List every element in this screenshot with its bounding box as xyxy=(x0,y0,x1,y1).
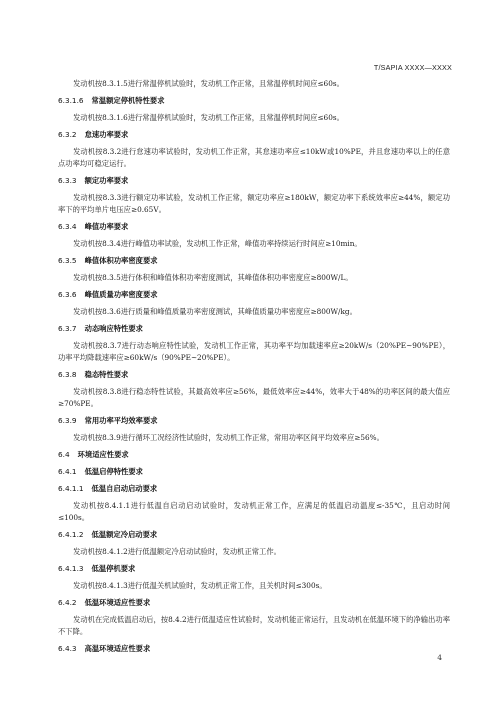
section-heading xyxy=(58,415,450,432)
section-number: 6.3.4 xyxy=(58,222,77,231)
section-heading xyxy=(58,449,450,466)
section-heading xyxy=(58,255,450,272)
section-heading xyxy=(58,175,450,192)
section-title: 峰值质量功率密度要求 xyxy=(84,290,158,299)
section-title: 峰值功率要求 xyxy=(84,222,129,231)
section-heading xyxy=(58,563,450,580)
section-number: 6.3.9 xyxy=(58,416,77,425)
document-body xyxy=(58,78,450,660)
section-title: 常温额定停机特性要求 xyxy=(91,96,165,105)
paragraph: 发动机按8.4.1.1进行低温自启动启动试验时，发动机正常工作，应满足的低温启动温度≤-35℃，且启动时间≤100s。 xyxy=(58,501,450,522)
section-number: 6.3.7 xyxy=(58,324,77,333)
paragraph: 发动机按8.3.5进行体积和峰值体积功率密度测试，其峰值体积功率密度应≥800W/L。 xyxy=(73,273,353,282)
section-number: 6.3.6 xyxy=(58,290,77,299)
section-title: 低温停机要求 xyxy=(91,564,136,573)
section-title: 高温环境适应性要求 xyxy=(84,644,151,653)
section-heading xyxy=(58,466,450,483)
section-heading xyxy=(58,289,450,306)
section-number: 6.4.1.2 xyxy=(58,530,84,539)
paragraph: 发动机在完成低温启动后，按8.4.2进行低温适应性试验时，发动机能正常运行，且发动机在低温环境下的净输出功率不下降。 xyxy=(58,615,450,636)
section-heading xyxy=(58,95,450,112)
section-number: 6.4.2 xyxy=(58,598,77,607)
section-title: 低温自启动启动要求 xyxy=(91,484,158,493)
paragraph: 发动机按8.3.1.5进行常温停机试验时，发动机工作正常，且常温停机时间应≤60s。 xyxy=(73,79,344,88)
section-heading xyxy=(58,369,450,386)
paragraph: 发动机按8.3.7进行动态响应特性试验，发动机工作正常，其功率平均加载速率应≥20kW/s（20%PE~90%PE），功率平均降载速率应≥60kW/s（90%PE~20%PE）。 xyxy=(58,341,450,362)
section-heading xyxy=(58,221,450,238)
section-title: 动态响应特性要求 xyxy=(84,324,143,333)
paragraph: 发动机按8.3.2进行怠速功率试验时，发动机工作正常，其怠速功率应≤10kW或10%PE，并且怠速功率以上的任意点功率均可稳定运行。 xyxy=(58,147,450,168)
section-number: 6.3.5 xyxy=(58,256,77,265)
section-heading xyxy=(58,643,450,660)
paragraph: 发动机按8.3.1.6进行常温停机试验时，发动机工作正常，且常温停机时间应≤60s。 xyxy=(73,113,344,122)
section-title: 稳态特性要求 xyxy=(84,370,129,379)
section-number: 6.4.1.3 xyxy=(58,564,84,573)
section-title: 环境适应性要求 xyxy=(77,450,129,459)
paragraph: 发动机按8.3.4进行峰值功率试验，发动机工作正常，峰值功率持续运行时间应≥10min。 xyxy=(73,239,362,248)
section-number: 6.4 xyxy=(58,450,70,459)
section-number: 6.4.1.1 xyxy=(58,484,84,493)
section-number: 6.3.8 xyxy=(58,370,77,379)
document-code-header: T/SAPIA XXXX—XXXX xyxy=(373,63,452,72)
section-heading xyxy=(58,483,450,500)
section-heading xyxy=(58,323,450,340)
section-title: 低温启停特性要求 xyxy=(84,467,143,476)
paragraph: 发动机按8.3.6进行质量和峰值质量功率密度测试，其峰值质量功率密度应≥800W/kg。 xyxy=(73,307,357,316)
section-title: 峰值体积功率密度要求 xyxy=(84,256,158,265)
section-title: 低温环境适应性要求 xyxy=(84,598,151,607)
section-number: 6.4.3 xyxy=(58,644,77,653)
paragraph: 发动机按8.3.9进行循环工况经济性试验时，发动机工作正常，常用功率区间平均效率应≥56%。 xyxy=(73,433,384,442)
section-title: 常用功率平均效率要求 xyxy=(84,416,158,425)
section-heading xyxy=(58,529,450,546)
section-title: 低温额定冷启动要求 xyxy=(91,530,158,539)
section-number: 6.4.1 xyxy=(58,467,77,476)
page-number: 4 xyxy=(437,653,442,662)
section-heading xyxy=(58,597,450,614)
section-number: 6.3.3 xyxy=(58,176,77,185)
section-heading xyxy=(58,129,450,146)
section-number: 6.3.1.6 xyxy=(58,96,84,105)
paragraph: 发动机按8.3.8进行稳态特性试验，其最高效率应≥56%，最低效率应≥44%，效率大于48%的功率区间的最大值应≥70%PE。 xyxy=(58,387,450,408)
section-title: 怠速功率要求 xyxy=(84,130,129,139)
paragraph: 发动机按8.4.1.2进行低温额定冷启动试验时，发动机正常工作。 xyxy=(73,547,281,556)
paragraph: 发动机按8.3.3进行额定功率试验，发动机工作正常，额定功率应≥180kW，额定功率下系统效率应≥44%，额定功率下的平均单片电压应≥0.65V。 xyxy=(58,193,450,214)
section-number: 6.3.2 xyxy=(58,130,77,139)
paragraph: 发动机按8.4.1.3进行低温关机试验时，发动机正常工作，且关机时间≤300s。 xyxy=(73,581,327,590)
section-title: 额定功率要求 xyxy=(84,176,129,185)
